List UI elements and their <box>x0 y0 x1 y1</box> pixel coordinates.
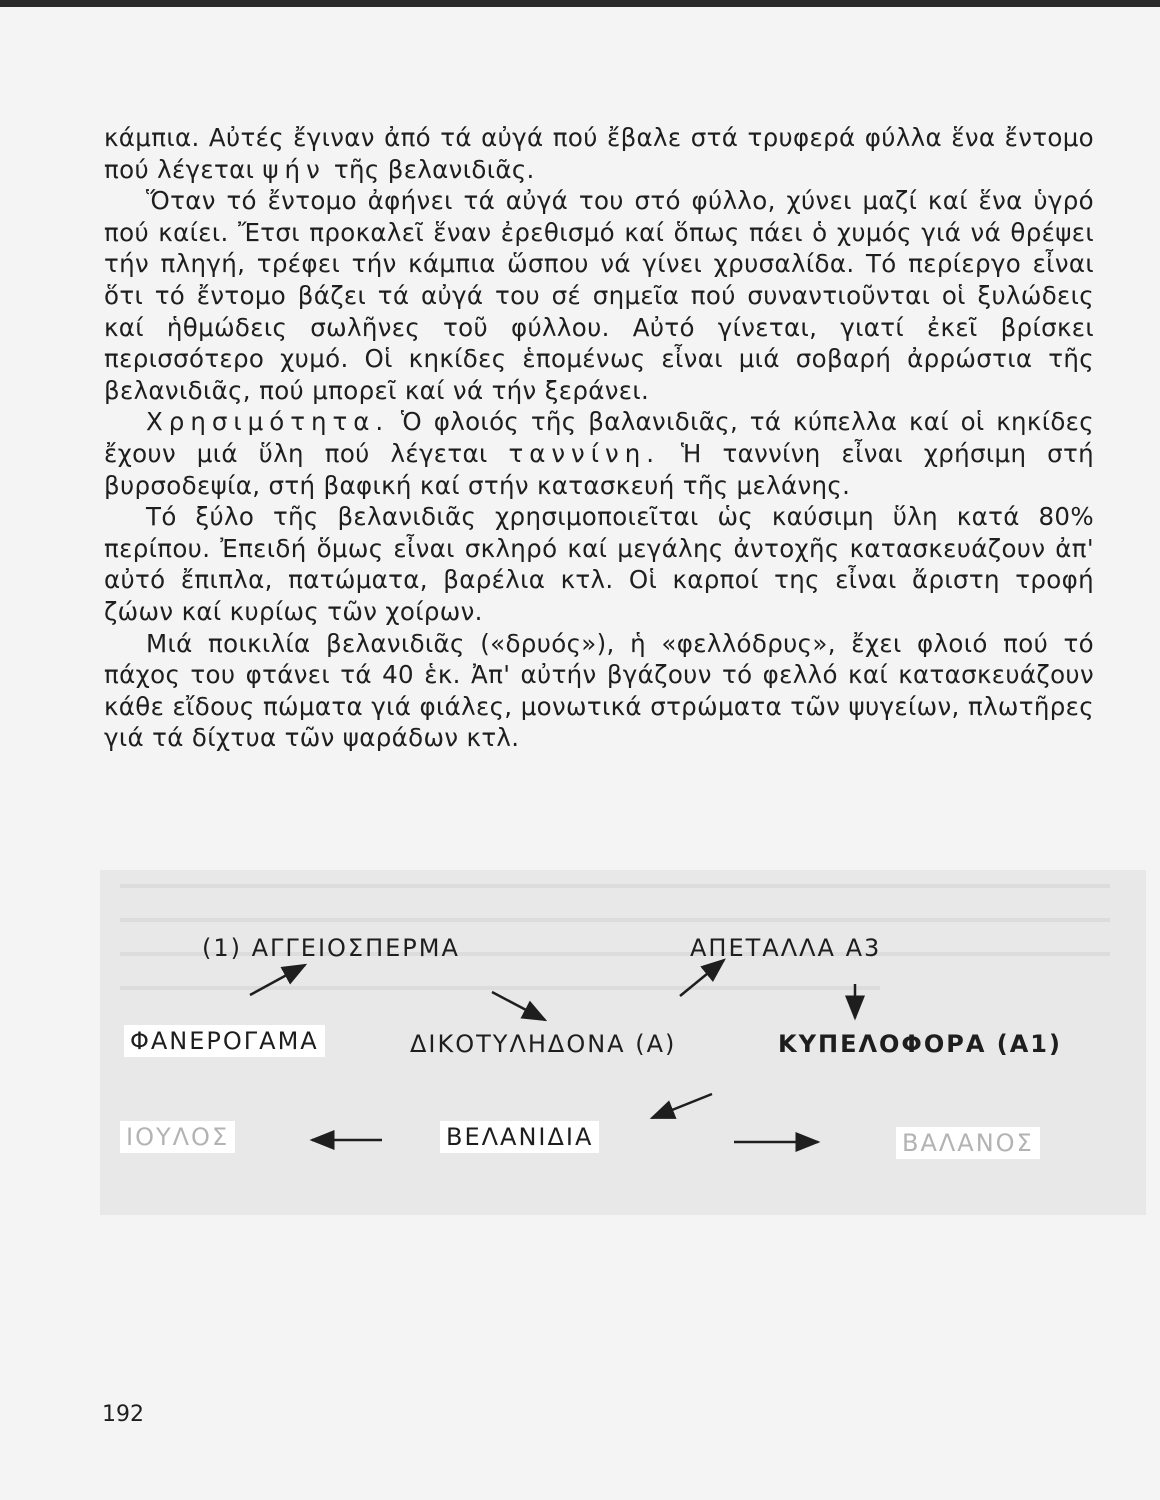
oak-label: ΒΕΛΑΝΙΔΙΑ <box>440 1121 599 1153</box>
arrow-phanerogams-to-angiosperms <box>250 965 305 995</box>
apetala-label: ΑΠΕΤΑΛΛΑ Α3 <box>690 934 882 962</box>
text-run: τῆς βελανιδιᾶς. <box>325 154 535 184</box>
dicotyledons-label: ΔΙΚΟΤΥΛΗΔΟΝΑ (Α) <box>410 1030 677 1058</box>
spaced-term: ψήν <box>262 154 326 184</box>
text-run: Ὅταν τό ἔντομο ἀφήνει τά αὐγά του στό φύλλο, χύνει μαζί καί ἕνα ὑγρό πού καίει. Ἔτσι προκαλεῖ ἕναν ἐρεθισμό καί ὅπως πάει ὁ χυμός γιά νά θρέψει τήν πληγή, τρέφει τήν κάμπια ὥσπου νά γίνει χρυσαλίδα. Τό περίεργο εἶναι ὅτι τό ἔντομο βάζει τά αὐγά του σέ σημεῖα πού συναντιοῦνται οἱ ξυλώδεις καί ἡθμώδεις σωλῆνες τοῦ φύλλου. Αὐτό γίνεται, γιατί ἐκεῖ βρίσκει περισσότερο χυμό. Οἱ κηκίδες ἑπομένως εἶναι μιά σοβαρή ἀρρώστια τῆς βελανιδιᾶς, πού μπορεῖ καί νά τήν ξεράνει. <box>104 186 1094 405</box>
text-run: κάμπια. Αὐτές ἔγιναν ἀπό τά αὐγά πού ἔβαλε στά τρυφερά φύλλα ἕνα ἔντομο πού λέγεται <box>104 123 1094 184</box>
text-run: Μιά ποικιλία βελανιδιᾶς («δρυός»), ἡ «φελλόδρυς», ἔχει φλοιό πού τό πάχος του φτάνει τά 40 ἑκ. Ἀπ' αὐτήν βγάζουν τό φελλό καί κατασκευάζουν κάθε εἴδους πώματα γιά φιάλες, μονωτικά στρώματα τῶν ψυγείων, πλωτῆρες γιά τά δίχτυα τῶν ψαράδων κτλ. <box>104 628 1094 753</box>
catkins-label: ΙΟΥΛΟΣ <box>120 1121 235 1153</box>
page-number: 192 <box>102 1402 144 1427</box>
acorn-label: ΒΑΛΑΝΟΣ <box>896 1127 1040 1159</box>
arrow-dicotyledons-to-apetala <box>680 960 724 996</box>
text-run: Ὁ φλοιός τῆς βαλανιδιᾶς, τά κύπελλα καί οἱ κηκίδες ἔχουν μιά ὕλη πού λέγεται <box>104 407 1094 468</box>
arrow-angiosperms-to-dicotyledons <box>492 992 545 1020</box>
spaced-term: Χρησιμότητα. <box>146 407 390 437</box>
spaced-term: ταννίνη. <box>508 438 661 468</box>
angiosperms-label: (1) ΑΓΓΕΙΟΣΠΕΡΜΑ <box>202 934 460 962</box>
arrow-cupulifers-to-oak <box>652 1094 712 1118</box>
cupulifers-label: ΚΥΠΕΛΟΦΟΡΑ (Α1) <box>778 1030 1062 1058</box>
text-run: Τό ξύλο τῆς βελανιδιᾶς χρησιμοποιεῖται ὡς καύσιμη ὕλη κατά 80% περίπου. Ἐπειδή ὅμως εἶναι σκληρό καί μεγάλης ἀντοχῆς κατασκευάζουν ἀπ' αὐτό ἔπιπλα, πατώματα, βαρέλια κτλ. Οἱ καρποί της εἶναι ἄριστη τροφή ζώων καί κυρίως τῶν χοίρων. <box>104 502 1094 626</box>
text-run: Ἡ ταννίνη εἶναι χρήσιμη στή βυρσοδεψία, στή βαφική καί στήν κατασκευή τῆς μελάνης. <box>104 438 1094 500</box>
phanerogams-label: ΦΑΝΕΡΟΓΑΜΑ <box>124 1025 325 1057</box>
